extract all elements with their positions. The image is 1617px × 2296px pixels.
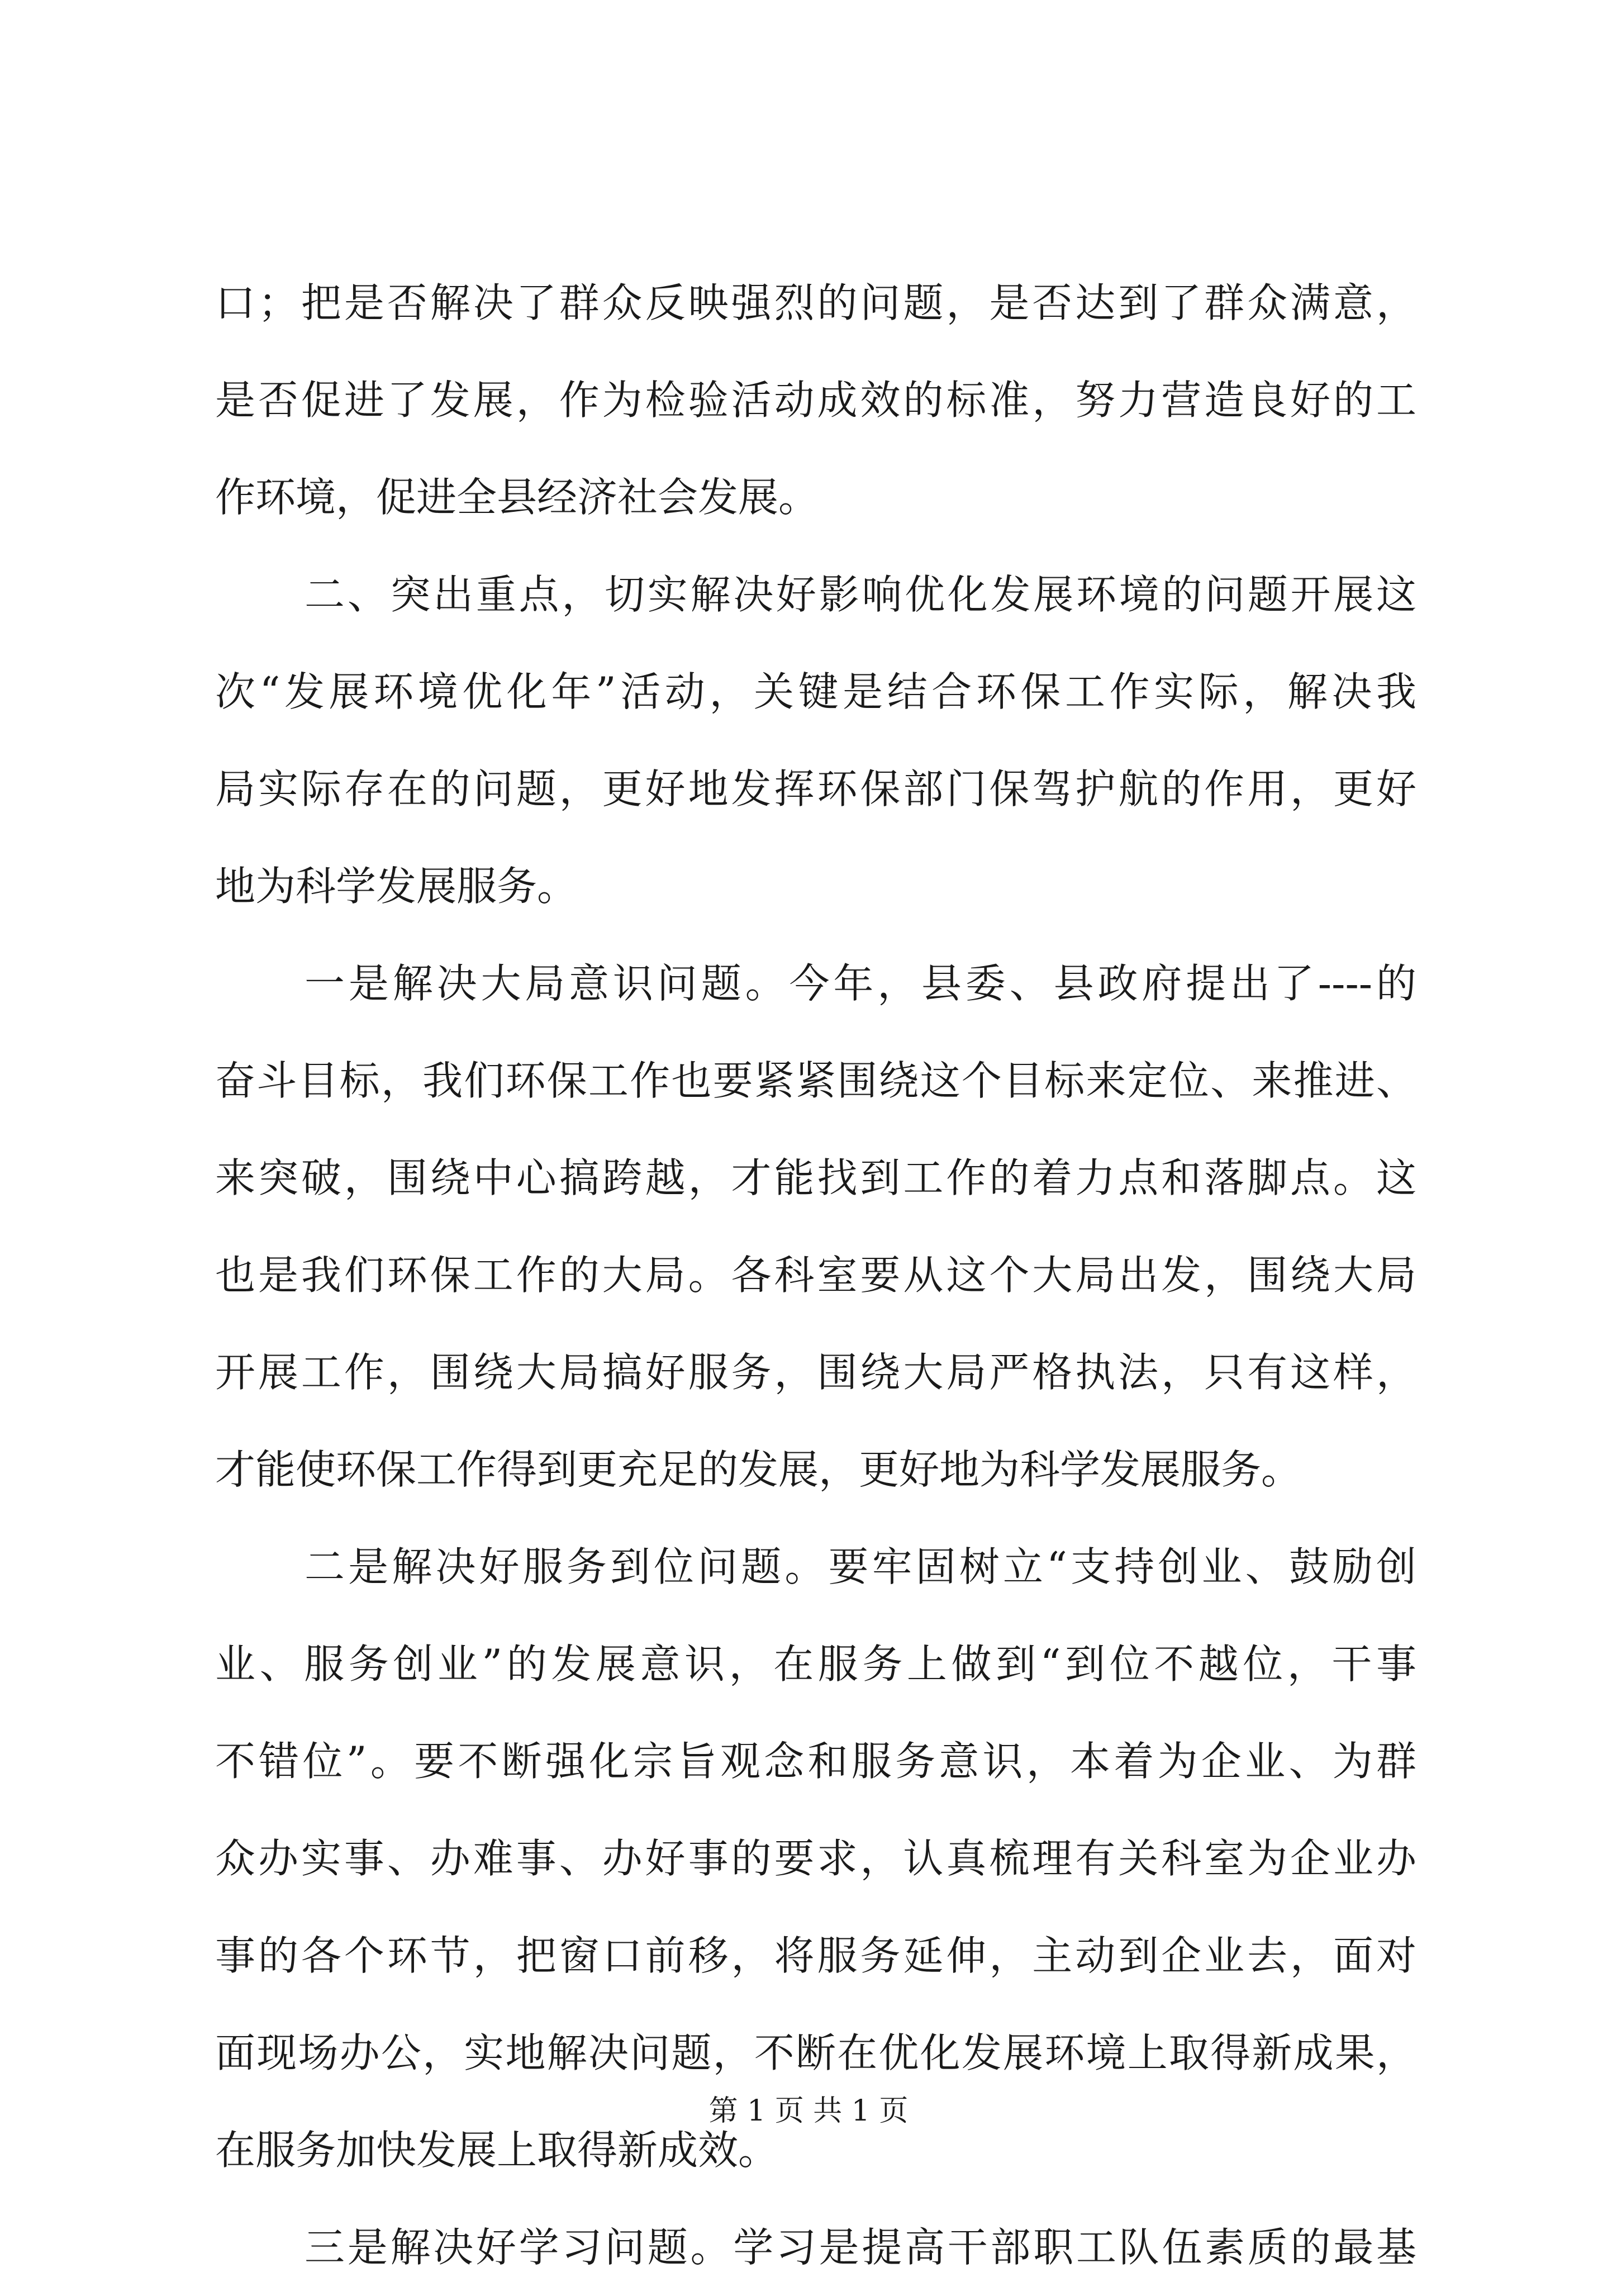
text-line: 地为科学发展服务。: [215, 863, 578, 910]
text-line: 奋斗目标，我们环保工作也要紧紧围绕这个目标来定位、来推进、: [215, 1057, 1416, 1104]
text-line: 面现场办公，实地解决问题，不断在优化发展环境上取得新成果，: [215, 2029, 1416, 2076]
document-body: [215, 254, 1416, 2296]
paragraph-first-line: 三是解决好学习问题。学习是提高干部职工队伍素质的最基: [305, 2224, 1416, 2271]
text-line: 才能使环保工作得到更充足的发展，更好地为科学发展服务。: [215, 1446, 1302, 1493]
text-line: 事的各个环节，把窗口前移，将服务延伸，主动到企业去，面对: [215, 1932, 1416, 1979]
text-line: 作环境，促进全县经济社会发展。: [215, 474, 819, 521]
text-line: 不错位”。要不断强化宗旨观念和服务意识，本着为企业、为群: [215, 1738, 1416, 1785]
text-line: 在服务加快发展上取得新成效。: [215, 2127, 779, 2174]
text-line: 也是我们环保工作的大局。各科室要从这个大局出发，围绕大局: [215, 1252, 1416, 1299]
text-line: 业、服务创业”的发展意识，在服务上做到“到位不越位，干事: [215, 1641, 1416, 1687]
text-line: 来突破，围绕中心搞跨越，才能找到工作的着力点和落脚点。这: [215, 1154, 1416, 1201]
paragraph-first-line: 一是解决大局意识问题。今年，县委、县政府提出了----的: [305, 960, 1416, 1007]
text-line: 口；把是否解决了群众反映强烈的问题，是否达到了群众满意，: [215, 279, 1416, 326]
section-heading-line: 二、突出重点，切实解决好影响优化发展环境的问题开展这: [305, 571, 1416, 618]
text-line: 局实际存在的问题，更好地发挥环保部门保驾护航的作用，更好: [215, 766, 1416, 812]
text-line: 开展工作，围绕大局搞好服务，围绕大局严格执法，只有这样，: [215, 1349, 1416, 1396]
text-line: 是否促进了发展，作为检验活动成效的标准，努力营造良好的工: [215, 377, 1416, 424]
text-line: 众办实事、办难事、办好事的要求，认真梳理有关科室为企业办: [215, 1835, 1416, 1882]
page-footer: 第 1 页 共 1 页: [708, 2094, 909, 2128]
text-line: 次“发展环境优化年”活动，关键是结合环保工作实际，解决我: [215, 668, 1416, 715]
paragraph-first-line: 二是解决好服务到位问题。要牢固树立“支持创业、鼓励创: [305, 1543, 1416, 1590]
